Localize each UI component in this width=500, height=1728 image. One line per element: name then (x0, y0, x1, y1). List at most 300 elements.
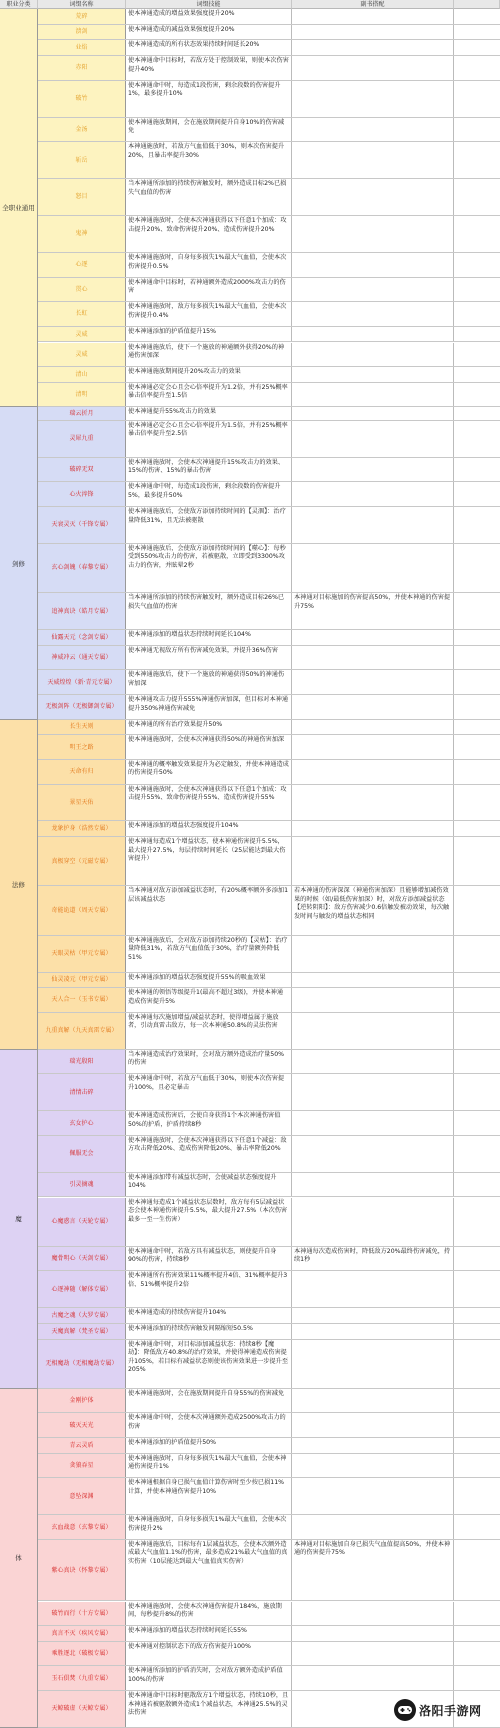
table-row (38, 1602, 500, 1627)
affix-name: 溃剑 (38, 25, 126, 40)
affix-desc: 使本神通造成的持续伤害提升104% (126, 1308, 292, 1323)
empty-cell (454, 695, 500, 719)
affix-pair (292, 1308, 454, 1323)
affix-pair (292, 1602, 454, 1626)
empty-cell (454, 216, 500, 252)
affix-name: 意坠深渊 (38, 1478, 126, 1514)
affix-pair (292, 1074, 454, 1110)
table-row (38, 1173, 500, 1198)
table-row (38, 458, 500, 483)
affix-pair (292, 1389, 454, 1413)
affix-name: 破竹 (38, 81, 126, 117)
table-row (38, 1438, 500, 1454)
affix-pair (292, 81, 454, 117)
affix-pair (292, 1050, 454, 1074)
affix-pair (292, 670, 454, 694)
table-row (38, 936, 500, 973)
affix-pair (292, 56, 454, 80)
empty-cell (454, 25, 500, 40)
empty-cell (454, 936, 500, 972)
table-row (38, 988, 500, 1013)
affix-desc: 使本神通施放期间，会在施放期间提升自身10%的伤害减免 (126, 118, 292, 142)
empty-cell (454, 1173, 500, 1197)
empty-cell (454, 56, 500, 80)
affix-desc: 使本神通造成的所有状态效果持续时间延长20% (126, 40, 292, 55)
affix-desc: 使本神通每造成1个增益状态，使本神通伤害提升5.5%，最大提升27.5%，每层持续时间延长（25层能达到最大伤害提升） (126, 837, 292, 885)
table-row (38, 81, 500, 118)
table-row (38, 973, 500, 989)
affix-pair (292, 760, 454, 784)
affix-name: 玄心剑魄（春黎专属） (38, 544, 126, 592)
table-row (38, 1198, 500, 1247)
affix-desc: 使本神通施放后，会对敌方添加持续20秒的【灵枯】：治疗量降低31%，若敌方气血值低于30%，治疗量额外降低51% (126, 936, 292, 972)
affix-name: 心逐神随（解体专属） (38, 1271, 126, 1307)
affix-pair (292, 407, 454, 419)
table-row (38, 179, 500, 216)
affix-desc: 使本神通命中时，会使本次神通额外造成2500%攻击力的伤害 (126, 1413, 292, 1437)
affix-pair (292, 646, 454, 670)
empty-cell (454, 367, 500, 382)
category-cell: 全职业通用 (0, 9, 38, 407)
empty-cell (454, 507, 500, 543)
affix-name: 灵威 (38, 327, 126, 342)
table-row (38, 1050, 500, 1075)
empty-cell (454, 1478, 500, 1514)
affix-name: 明王之路 (38, 735, 126, 759)
affix-name: 天眼灵枯（甲元专属） (38, 936, 126, 972)
affix-name: 无相魔劫（无相魔劫专属） (38, 1340, 126, 1388)
empty-cell (454, 1626, 500, 1641)
affix-pair: 若本神通的伤害深深（神通伤害加深）且能够增加减伤效果的时候（如/最低伤害加深）时，对敌方添加减益状态【逆转阴阳】：敌方伤害减少0.6倍触发被动效果，每次触发时间与触发的增益状态相同 (292, 886, 454, 934)
header-extra (454, 0, 500, 9)
empty-cell (454, 1642, 500, 1666)
empty-cell (454, 1050, 500, 1074)
affix-name: 仙灵凌元（甲元专属） (38, 973, 126, 988)
empty-cell (454, 646, 500, 670)
affix-name: 破碎无双 (38, 458, 126, 482)
affix-name: 无极剑阵（无极御剑专属） (38, 695, 126, 719)
affix-desc: 使本神通施放时，会使本次神通获得以下任意1个加成：攻击提升20%、致命伤害提升20%、造成伤害提升20% (126, 216, 292, 252)
affix-pair (292, 1271, 454, 1307)
affix-name: 业焰 (38, 40, 126, 55)
affix-name: 紫心真诀（怀黎专属） (38, 1540, 126, 1601)
affix-desc: 使本神通必定会心且会心倍率提升为1.2倍，并有25%概率暴击倍率提升至1.5倍 (126, 383, 292, 407)
affix-pair (292, 302, 454, 326)
affix-name: 真极穿空（元磁专属） (38, 837, 126, 885)
affix-name: 佩服无会 (38, 1136, 126, 1172)
affix-desc: 使本神通必定会心且会心倍率提升为1.5倍，并有25%概率暴击倍率提升至2.5倍 (126, 421, 292, 457)
table-row (38, 56, 500, 81)
affix-name: 玉石俱焚（九重专属） (38, 1666, 126, 1690)
affix-pair (292, 695, 454, 719)
header-desc: 词缀技能 (126, 0, 292, 9)
table-row (38, 507, 500, 544)
affix-pair (292, 837, 454, 885)
affix-desc: 使本神通的领悟等级提升1(最高不超过3级)，并使本神通造成伤害提升5% (126, 988, 292, 1012)
affix-name: 灵威 (38, 343, 126, 367)
affix-pair (292, 973, 454, 988)
affix-pair (292, 421, 454, 457)
affix-name: 仙露天元（念剑专属） (38, 630, 126, 645)
affix-pair (292, 482, 454, 506)
table-row (38, 886, 500, 935)
affix-name: 天人合一（玉书专属） (38, 988, 126, 1012)
affix-desc: 使本神通添加的增益状态强度提升55%的吸血效果 (126, 973, 292, 988)
empty-cell (454, 1413, 500, 1437)
table-row (38, 1111, 500, 1136)
affix-desc: 使本神通施放后，使下一个施放的神通获得50%的神通伤害加深 (126, 670, 292, 694)
affix-desc: 使本神通施放时，敌方每多损失1%最大气血值，会使本次伤害提升0.4% (126, 302, 292, 326)
empty-cell (454, 735, 500, 759)
affix-desc: 使本神通命中目标时，若神通额外造成2000%攻击力的伤害 (126, 278, 292, 302)
affix-pair (292, 142, 454, 178)
table-row (38, 1666, 500, 1691)
affix-name: 天衰灵灭（千锋专属） (38, 507, 126, 543)
table-row (38, 1247, 500, 1272)
table-row (38, 302, 500, 327)
table-row (38, 1642, 500, 1667)
affix-name: 贯心 (38, 278, 126, 302)
affix-name: 引灵摘魂 (38, 1173, 126, 1197)
affix-pair (292, 735, 454, 759)
affix-pair (292, 1413, 454, 1437)
table-row (38, 482, 500, 507)
table-row (38, 383, 500, 408)
affix-pair (292, 1324, 454, 1339)
affix-name: 灵犀九重 (38, 421, 126, 457)
empty-cell (454, 720, 500, 735)
table-row (38, 1413, 500, 1438)
header-pair: 副书搭配 (292, 0, 454, 9)
affix-desc: 使本神通施放时，会使本次神通提升15%攻击力的效果、15%的伤害、15%的暴击伤害 (126, 458, 292, 482)
table-row (38, 1478, 500, 1515)
empty-cell (454, 988, 500, 1012)
table-row (38, 142, 500, 179)
empty-cell (454, 593, 500, 629)
affix-name: 长生天则 (38, 720, 126, 735)
empty-cell (454, 1308, 500, 1323)
affix-desc: 使本神通所添加的护盾消失时，会对敌方额外造成护盾值100%的伤害 (126, 1666, 292, 1690)
affix-pair (292, 988, 454, 1012)
affix-name: 天魔真解（梵圣专属） (38, 1324, 126, 1339)
empty-cell (454, 40, 500, 55)
affix-name: 神威冲云（通天专属） (38, 646, 126, 670)
affix-pair (292, 40, 454, 55)
affix-name: 荒碎 (38, 9, 126, 24)
affix-name: 清明 (38, 383, 126, 407)
empty-cell (454, 760, 500, 784)
affix-pair (292, 1111, 454, 1135)
affix-pair (292, 118, 454, 142)
affix-name: 瑞云折月 (38, 407, 126, 419)
table-row (38, 40, 500, 56)
empty-cell (454, 1013, 500, 1049)
affix-pair (292, 785, 454, 821)
table-row (38, 1389, 500, 1414)
empty-cell (454, 630, 500, 645)
empty-cell (454, 1438, 500, 1453)
affix-pair (292, 1642, 454, 1666)
affix-name: 九重真解（九天真雷专属） (38, 1013, 126, 1049)
table-row (38, 1271, 500, 1308)
affix-name: 金刚护体 (38, 1389, 126, 1413)
affix-desc: 使本神通提升55%攻击力的效果 (126, 407, 292, 419)
empty-cell (454, 421, 500, 457)
empty-cell (454, 837, 500, 885)
empty-cell (454, 118, 500, 142)
affix-desc: 使本神通添加的增益状态强度提升104% (126, 821, 292, 836)
affix-pair: 本神通对目标施加自身已损失气血值提高50%，并使本神通的伤害提升75% (292, 1540, 454, 1601)
affix-desc: 使本神通施放时，会在施放期间提升自身55%的伤害减免 (126, 1389, 292, 1413)
empty-cell (454, 785, 500, 821)
affix-desc: 使本神通施放时，会使本次神通获得以下任意1个减益：敌方攻击降低20%、造成伤害降低20%、暴击率降低20% (126, 1136, 292, 1172)
empty-cell (454, 9, 500, 24)
empty-cell (454, 1074, 500, 1110)
empty-cell (454, 1247, 500, 1271)
affix-pair (292, 1438, 454, 1453)
table-row (38, 327, 500, 343)
category-cell: 魔 (0, 1050, 38, 1389)
empty-cell (454, 302, 500, 326)
watermark-logo (394, 1697, 496, 1723)
affix-name: 怒目 (38, 179, 126, 215)
empty-cell (454, 973, 500, 988)
empty-cell (454, 407, 500, 419)
affix-name: 赤阳 (38, 56, 126, 80)
affix-pair (292, 253, 454, 277)
empty-cell (454, 1324, 500, 1339)
affix-pair (292, 278, 454, 302)
affix-name: 心逐 (38, 253, 126, 277)
affix-name: 心火淬锋 (38, 482, 126, 506)
affix-desc: 使本神通添加的护盾值提升15% (126, 327, 292, 342)
header-category: 职业分类 (0, 0, 38, 9)
affix-pair (292, 327, 454, 342)
affix-desc: 使本神通施放时，会使本次神通获得以下任意1个加成：攻击提升55%、致命伤害提升55%、造成伤害提升55% (126, 785, 292, 821)
table-row (38, 407, 500, 420)
table-row (38, 1074, 500, 1111)
empty-cell (454, 670, 500, 694)
affix-pair (292, 821, 454, 836)
affix-name: 长虹 (38, 302, 126, 326)
affix-pair (292, 9, 454, 24)
table-row (38, 646, 500, 671)
table-row (38, 1308, 500, 1324)
table-row (38, 278, 500, 303)
empty-cell (454, 1198, 500, 1246)
affix-desc: 使本神通添加的持续伤害触发间隔缩短50.5% (126, 1324, 292, 1339)
affix-pair (292, 936, 454, 972)
table-row (38, 544, 500, 593)
empty-cell (454, 253, 500, 277)
affix-name: 真言不灭（疾风专属） (38, 1626, 126, 1641)
empty-cell (454, 1136, 500, 1172)
table-row (38, 9, 500, 25)
affix-desc: 使本神通命中目标时驱散敌方1个增益状态，持续10秒，且本神通若被驱散额外造成1个减益状态，本神通25.5%的灵法伤害 (126, 1691, 292, 1727)
empty-cell (454, 1454, 500, 1478)
table-row (38, 720, 500, 736)
empty-cell (454, 81, 500, 117)
category-cell: 法修 (0, 720, 38, 1050)
affix-desc: 使本神通施放时，会使本次神通伤害提升184%，施放期间，每秒提升8%的伤害 (126, 1602, 292, 1626)
affix-desc: 使本神通添加的增益状态持续时间延长104% (126, 630, 292, 645)
affix-name: 天鲸破虚（天鲸专属） (38, 1691, 126, 1727)
empty-cell (454, 1340, 500, 1388)
affix-pair (292, 1666, 454, 1690)
table-row (38, 670, 500, 695)
empty-cell (454, 458, 500, 482)
empty-cell (454, 544, 500, 592)
affix-pair (292, 343, 454, 367)
empty-cell (454, 1389, 500, 1413)
table-row (38, 1540, 500, 1602)
affix-pair: 本神通每次造成伤害时，降低敌方20%最终伤害减免，持续1秒 (292, 1247, 454, 1271)
table-row (38, 1324, 500, 1340)
empty-cell (454, 1271, 500, 1307)
affix-desc: 使本神通施放时，自身每多损失1%最大气血值，会使本次伤害提升0.5% (126, 253, 292, 277)
table-row (38, 1515, 500, 1540)
empty-cell (454, 343, 500, 367)
affix-pair (292, 1173, 454, 1197)
affix-pair (292, 383, 454, 407)
affix-desc: 当本神通所添加的持续伤害触发时，额外造成目标26%已损失气血值的伤害 (126, 593, 292, 629)
empty-cell (454, 179, 500, 215)
affix-desc: 使本神通添加的护盾值提升50% (126, 1438, 292, 1453)
affix-desc: 使本神通命中时，若敌方具有减益状态，则使提升自身90%的伤害，持续8秒 (126, 1247, 292, 1271)
affix-desc: 使本神通施放时，会使本次神通获得50%的神通伤害加深 (126, 735, 292, 759)
affix-desc: 使本神通命中时，每造成1段伤害，剩余段数的伤害提升1%，最多提升10% (126, 81, 292, 117)
affix-pair (292, 1515, 454, 1539)
watermark-brand: 洛阳手游网 (419, 1703, 482, 1718)
affix-desc: 使本神通造成的减益效果强度提升20% (126, 25, 292, 40)
empty-cell (454, 278, 500, 302)
affix-desc: 使本神通无视敌方所有伤害减免效果，并提升36%伤害 (126, 646, 292, 670)
category-cell: 体 (0, 1389, 38, 1728)
affix-desc: 当本神通对敌方添加减益状态时，有20%概率额外多添加1层该减益状态 (126, 886, 292, 934)
affix-desc: 使本神通每造成1个减益状态层数时，敌方每有5层减益状态会使本神通伤害提升5.5%，最大提升27.5%（本次伤害最多一至一生伤害） (126, 1198, 292, 1246)
affix-desc: 使本神通的所有治疗效果提升50% (126, 720, 292, 735)
table-row (38, 367, 500, 383)
affix-pair (292, 25, 454, 40)
affix-name: 瑞光殷阳 (38, 1050, 126, 1074)
empty-cell (454, 383, 500, 407)
affix-desc: 本神通施放时，若敌方气血值低于30%，则本次伤害提升20%，且暴击率提升30% (126, 142, 292, 178)
table-row (38, 837, 500, 886)
affix-name: 玄血战意（玄黎专属） (38, 1515, 126, 1539)
affix-pair (292, 630, 454, 645)
affix-desc: 使本神通添加带有减益状态时，会使减益状态强度提升104% (126, 1173, 292, 1197)
game-controller-icon (394, 1699, 416, 1721)
empty-cell (454, 1540, 500, 1601)
affix-pair (292, 1478, 454, 1514)
affix-name: 心魔惑言（天轮专属） (38, 1198, 126, 1246)
affix-name: 青云灵盾 (38, 1438, 126, 1453)
affix-pair (292, 1626, 454, 1641)
affix-desc: 使本神通每次施加增益/减益状态时，使得增益属于施放者，引动真雷击敌方，每一次本神通50.8%的灵法伤害 (126, 1013, 292, 1049)
affix-desc: 使本神通施放后，使下一个施放的神通额外获得20%的神通伤害加深 (126, 343, 292, 367)
table-row (38, 25, 500, 41)
affix-name: 贪狼吞星 (38, 1454, 126, 1478)
affix-desc: 使本神通根据自身已损气血值计算伤害时至少按已损11%计算，并使本神通伤害提升10% (126, 1478, 292, 1514)
affix-pair (292, 216, 454, 252)
affix-name: 奇能诡道（周天专属） (38, 886, 126, 934)
affix-name: 追神真诀（皓月专属） (38, 593, 126, 629)
affix-name: 清情击碎 (38, 1074, 126, 1110)
affix-desc: 使本神通所有伤害效果11%概率提升4倍、31%概率提升3倍、51%概率提升2倍 (126, 1271, 292, 1307)
empty-cell (454, 821, 500, 836)
table-row (38, 216, 500, 253)
affix-name: 鬼神 (38, 216, 126, 252)
affix-desc: 当本神通造成治疗效果时，会对敌方额外造成治疗量50%的伤害 (126, 1050, 292, 1074)
table-row (38, 760, 500, 785)
header-name: 词缀名称 (38, 0, 126, 9)
table-row (38, 785, 500, 822)
empty-cell (454, 1602, 500, 1626)
affix-pair (292, 1013, 454, 1049)
affix-pair (292, 367, 454, 382)
empty-cell (454, 327, 500, 342)
table-row (38, 630, 500, 646)
table-row (38, 118, 500, 143)
table-row (38, 1013, 500, 1050)
affix-pair: 本神通对目标施加的伤害提高50%，并使本神通的伤害提升75% (292, 593, 454, 629)
table-row (38, 1454, 500, 1479)
table-row (38, 735, 500, 760)
affix-pair (292, 458, 454, 482)
table-row (38, 821, 500, 837)
affix-name: 龙象护身（浩然专属） (38, 821, 126, 836)
affix-name: 破竹而行（十方专属） (38, 1602, 126, 1626)
affix-name: 天命有归 (38, 760, 126, 784)
affix-pair (292, 1198, 454, 1246)
table-row (38, 421, 500, 458)
affix-desc: 使本神通的概率触发效果提升为必定触发，并使本神通造成的伤害提升50% (126, 760, 292, 784)
affix-name: 景星天佑 (38, 785, 126, 821)
empty-cell (454, 482, 500, 506)
affix-name: 清山 (38, 367, 126, 382)
category-cell: 剑修 (0, 407, 38, 719)
affix-desc: 使本神通造成的增益效果强度提升20% (126, 9, 292, 24)
affix-name: 斩岳 (38, 142, 126, 178)
empty-cell (454, 1515, 500, 1539)
affix-desc: 使本神通攻击力提升555%神通伤害加深，但目标对本神通提升350%神通伤害减免 (126, 695, 292, 719)
empty-cell (454, 142, 500, 178)
affix-desc: 使本神通施放后，目标每有1层减益状态，会使本次额外造成最大气血值1.1%的伤害，最多造成21%最大气血值的真实伤害（10层能达到最大气血值真实伤害） (126, 1540, 292, 1601)
table-row (38, 343, 500, 368)
affix-name: 乘胜逐北（破极专属） (38, 1642, 126, 1666)
table-row (38, 1340, 500, 1389)
affix-pair (292, 720, 454, 735)
affix-pair (292, 179, 454, 215)
affix-name: 古魔之魂（大罗专属） (38, 1308, 126, 1323)
affix-desc: 使本神通施放时，自身每多损失1%最大气血值，会使本神通伤害提升1% (126, 1454, 292, 1478)
table-row (38, 253, 500, 278)
table-row (38, 1136, 500, 1173)
affix-pair (292, 1340, 454, 1388)
empty-cell (454, 1111, 500, 1135)
affix-pair (292, 1454, 454, 1478)
affix-desc: 使本神通对控制状态下的敌方伤害提升100% (126, 1642, 292, 1666)
affix-pair (292, 1136, 454, 1172)
table-row (38, 593, 500, 630)
table-row (38, 695, 500, 720)
affix-name: 金汤 (38, 118, 126, 142)
affix-pair (292, 507, 454, 543)
affix-desc: 使本神通命中时，若敌方气血低于30%，则使本次伤害提升100%，且必定暴击 (126, 1074, 292, 1110)
affix-name: 魔骨明心（天剑专属） (38, 1247, 126, 1271)
affix-pair (292, 544, 454, 592)
affix-desc: 使本神通施放时，自身每多损失1%最大气血值，会使本次伤害提升2% (126, 1515, 292, 1539)
